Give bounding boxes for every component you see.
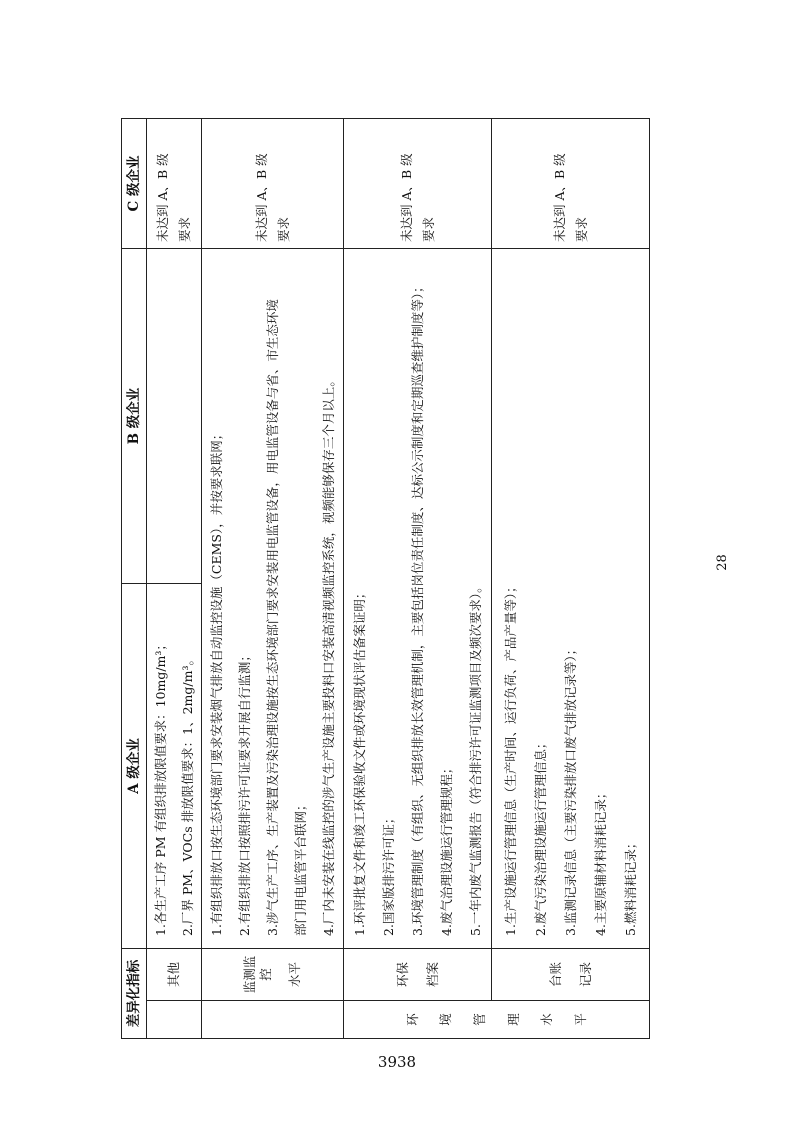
indicator-ledger (492, 949, 650, 1001)
a-other-item-1: 1.各生产工序 PM 有组织排放限值要求：10mg/m³； (152, 638, 168, 936)
inner-page-number: 28 (714, 554, 730, 571)
table-row-archives (344, 119, 492, 1039)
b-ledger-item-1: 1.生产设施运行管理信息（生产时间、运行负荷、产品产量等）； (502, 580, 518, 936)
a-other-item-2: 2.厂界 PM、VOCs 排放限值要求：1、2mg/m³。 (179, 653, 195, 936)
indicator-archives (344, 949, 492, 1001)
c-level-monitoring (202, 119, 344, 249)
indicator-ledger-line1: 台账 (547, 962, 563, 988)
b-archives-item-3: 3.环境管理制度（有组织、无组织排放长效管理机制，主要包括岗位责任制度、达标公示制度和定期巡查维护制度等）； (409, 280, 425, 936)
c-monitoring-line2: 要求 (275, 216, 291, 242)
c-other-line1: 未达到 A、B 级 (155, 153, 171, 242)
b-archives-item-4: 4.废气治理设施运行管理规程； (438, 761, 454, 936)
b-archives-item-1: 1.环评批复文件和竣工环保验收文件或环境现状评估备案证明； (351, 586, 367, 936)
env-label-char-3: 管 (471, 1013, 487, 1026)
env-label-char-2: 境 (438, 1013, 454, 1026)
indicator-ledger-line2: 记录 (577, 962, 593, 988)
env-label-char-6: 平 (572, 1013, 588, 1026)
indicator-env-management (344, 1001, 650, 1039)
c-monitoring-line1: 未达到 A、B 级 (253, 153, 269, 242)
indicator-monitoring-line1: 监测监控 (242, 955, 273, 994)
b-ledger-item-5: 5.燃料消耗记录； (622, 836, 638, 936)
c-level-other (147, 119, 202, 249)
b-monitoring-item-2: 2.有组织排放口按照排污许可证要求开展自行监测； (236, 649, 252, 936)
blank-cell (147, 1001, 202, 1039)
indicator-archives-line2: 档案 (424, 962, 440, 988)
rotated-table-container (121, 119, 647, 1039)
table-row-ledger (492, 119, 650, 1039)
b-archives-item-2: 2.国家版排污许可证； (380, 811, 396, 936)
header-indicator: 差异化指标 (122, 949, 147, 1039)
b-level-ledger (492, 249, 650, 949)
indicator-archives-line1: 环保 (394, 962, 410, 988)
b-monitoring-item-4: 部门用电监管平台联网； (292, 798, 308, 936)
header-c-level: C 级企业 (122, 119, 147, 249)
b-ledger-item-4: 4.主要原辅材料消耗记录； (592, 786, 608, 936)
b-monitoring-item-5: 4.厂内未安装在线监控的涉气生产设施主要投料口安装高清视频监控系统，视频能够保存三个月以上。 (320, 374, 336, 936)
differentiation-indicator-table (121, 118, 650, 1039)
c-ledger-line1: 未达到 A、B 级 (551, 153, 567, 242)
b-level-archives (344, 249, 492, 949)
b-level-monitoring (202, 249, 344, 949)
header-b-level: B 级企业 (122, 249, 147, 584)
indicator-other: 其他 (147, 949, 202, 1001)
c-level-ledger (492, 119, 650, 249)
c-ledger-line2: 要求 (573, 216, 589, 242)
env-label-char-1: 环 (404, 1013, 420, 1026)
env-label-char-5: 水 (539, 1013, 555, 1026)
c-archives-line1: 未达到 A、B 级 (398, 153, 414, 242)
outer-page-number: 3938 (377, 1053, 417, 1071)
env-label-char-4: 理 (505, 1013, 521, 1026)
c-archives-line2: 要求 (420, 216, 436, 242)
a-level-other (147, 584, 202, 949)
b-monitoring-item-1: 1.有组织排放口按生态环境部门要求安装烟气排放自动监控设施（CEMS），并按要求联网； (208, 427, 224, 936)
table-row-other (147, 119, 202, 1039)
c-level-archives (344, 119, 492, 249)
c-other-line2: 要求 (177, 216, 192, 242)
b-monitoring-item-3: 3.涉气生产工序、生产装置及污染治理设施按生态环境部门要求安装用电监管设备，用电监管设备与省、市生态环境 (264, 299, 280, 936)
header-a-level: A 级企业 (122, 584, 147, 949)
indicator-monitoring-line2: 水平 (287, 962, 303, 988)
blank-cell (202, 1001, 344, 1039)
table-row-monitoring (202, 119, 344, 1039)
b-archives-item-5: 5.一年内废气监测报告（符合排污许可证监测项目及频次要求）。 (467, 580, 483, 936)
table-header-row (122, 119, 147, 1039)
b-level-other-empty (147, 249, 202, 584)
b-ledger-item-3: 3.监测记录信息（主要污染排放口废气排放记录等）； (562, 642, 578, 936)
indicator-monitoring (202, 949, 344, 1001)
b-ledger-item-2: 2.废气污染治理设施运行管理信息； (532, 736, 548, 936)
